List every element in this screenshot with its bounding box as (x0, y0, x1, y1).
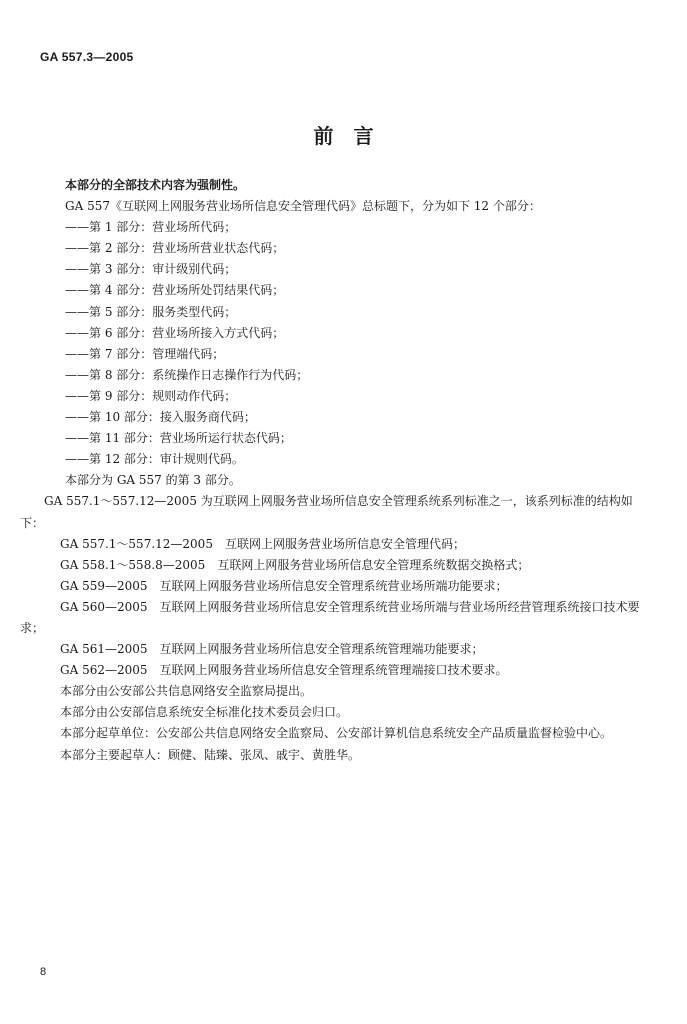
paragraph-drafting-units: 本部分起草单位：公安部公共信息网络安全监察局、公安部计算机信息系统安全产品质量监督检验中心。 (60, 726, 613, 741)
paragraph-series-intro: GA 557.1～557.12—2005 为互联网上网服务营业场所信息安全管理系统系列标准之一，该系列标准的结构如下： (20, 494, 633, 530)
series-item: GA 560—2005 互联网上网服务营业场所信息安全管理系统营业场所端与营业场所经营管理系统接口技术要求； (20, 599, 640, 635)
document-body (20, 175, 650, 766)
paragraph-mandatory: 本部分的全部技术内容为强制性。 (65, 178, 246, 192)
list-item: ——第 7 部分：管理端代码； (65, 346, 225, 361)
series-item: GA 562—2005 互联网上网服务营业场所信息安全管理系统管理端接口技术要求。 (60, 663, 508, 678)
standard-code: GA 557.3—2005 (40, 50, 134, 64)
series-item: GA 558.1～558.8—2005 互联网上网服务营业场所信息安全管理系统数据交换格式； (60, 557, 530, 572)
page-title: 前 言 (313, 124, 374, 148)
series-item: GA 557.1～557.12—2005 互联网上网服务营业场所信息安全管理代码； (60, 536, 465, 551)
list-item: ——第 3 部分：审计级别代码； (65, 262, 237, 277)
series-item: GA 561—2005 互联网上网服务营业场所信息安全管理系统管理端功能要求； (60, 642, 484, 657)
list-item: ——第 10 部分：接入服务商代码； (65, 410, 256, 425)
paragraph-parts-intro: GA 557《互联网上网服务营业场所信息安全管理代码》总标题下，分为如下 12 个部分： (65, 199, 541, 214)
series-item: GA 559—2005 互联网上网服务营业场所信息安全管理系统营业场所端功能要求； (60, 578, 508, 593)
list-item: ——第 6 部分：营业场所接入方式代码； (65, 325, 285, 340)
list-item: ——第 8 部分：系统操作日志操作行为代码； (65, 367, 309, 382)
paragraph-proposer: 本部分由公安部公共信息网络安全监察局提出。 (60, 684, 313, 699)
list-item: ——第 5 部分：服务类型代码； (65, 304, 237, 319)
paragraph-committee: 本部分由公安部信息系统安全标准化技术委员会归口。 (60, 705, 349, 720)
list-item: ——第 12 部分：审计规则代码。 (65, 452, 244, 467)
list-item: ——第 2 部分：营业场所营业状态代码； (65, 241, 285, 256)
list-item: ——第 4 部分：营业场所处罚结果代码； (65, 283, 285, 298)
paragraph-part-statement: 本部分为 GA 557 的第 3 部分。 (65, 473, 241, 488)
list-item: ——第 1 部分：营业场所代码； (65, 220, 237, 235)
list-item: ——第 9 部分：规则动作代码； (65, 388, 237, 403)
paragraph-drafters: 本部分主要起草人：顾健、陆臻、张凤、戚宇、黄胜华。 (60, 747, 361, 762)
list-item: ——第 11 部分：营业场所运行状态代码； (65, 431, 292, 446)
page-number: 8 (40, 966, 47, 978)
